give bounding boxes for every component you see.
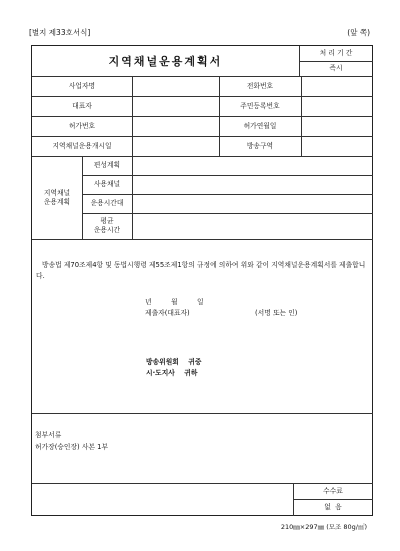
plan-schedule-field[interactable] [132,156,373,175]
date-line: 년 월 일 [145,298,204,306]
phone-label: 전화번호 [246,81,274,90]
form-title: 지역채널운용계획서 [108,54,223,68]
plan-row-average-hours: 평균 운용시간 [93,217,121,234]
license-number-field[interactable] [132,116,219,136]
business-name-label: 사업자명 [68,81,96,90]
channel-start-date-label: 지역채널운용개시일 [52,141,112,150]
application-form [31,45,373,516]
paper-size-note: 210㎜×297㎜ (모조 80g/㎡) [280,523,367,531]
plan-average-hours-field[interactable] [132,213,373,239]
license-date-label: 허가연월일 [243,121,277,130]
submitter-label: 제출자(대표자) [145,309,190,317]
recipient-commission: 방송위원회 귀중 [146,358,202,366]
statement-text: 방송법 제70조제4항 및 동법시행령 제55조제1항의 규정에 의하여 위와 같이 지역채널운용계획서를 제출합니다. [36,261,366,280]
phone-field[interactable] [301,76,373,96]
processing-period-value: 즉시 [329,64,343,72]
form-number: [별지 제33호서식] [29,28,91,37]
plan-channel-field[interactable] [132,175,373,194]
broadcast-area-label: 방송구역 [246,141,274,150]
broadcast-area-field[interactable] [301,136,373,156]
plan-row-time-slot: 운용시간대 [90,199,124,207]
processing-period-label: 처 리 기 간 [319,49,353,57]
license-number-label: 허가번호 [68,121,96,130]
recipient-governor: 시·도지사 귀하 [146,369,198,377]
fee-value: 없 음 [324,503,342,511]
plan-row-schedule: 편성계획 [93,161,121,169]
attachment-item: 허가장(승인장) 사본 1부 [35,443,109,451]
resident-number-label: 주민등록번호 [240,101,280,110]
business-name-field[interactable] [132,76,219,96]
fee-label: 수수료 [323,486,343,495]
channel-start-date-field[interactable] [132,136,219,156]
attachments-title: 첨부서류 [35,431,62,439]
plan-time-slot-field[interactable] [132,194,373,213]
license-date-field[interactable] [301,116,373,136]
signature-note: (서명 또는 인) [255,309,298,317]
resident-number-field[interactable] [301,96,373,116]
operation-plan-group-label: 지역채널 운용계획 [43,188,71,206]
representative-field[interactable] [132,96,219,116]
representative-label: 대표자 [72,101,92,110]
plan-row-channel: 사용채널 [93,180,121,188]
page-side-label: (앞 쪽) [347,28,370,37]
